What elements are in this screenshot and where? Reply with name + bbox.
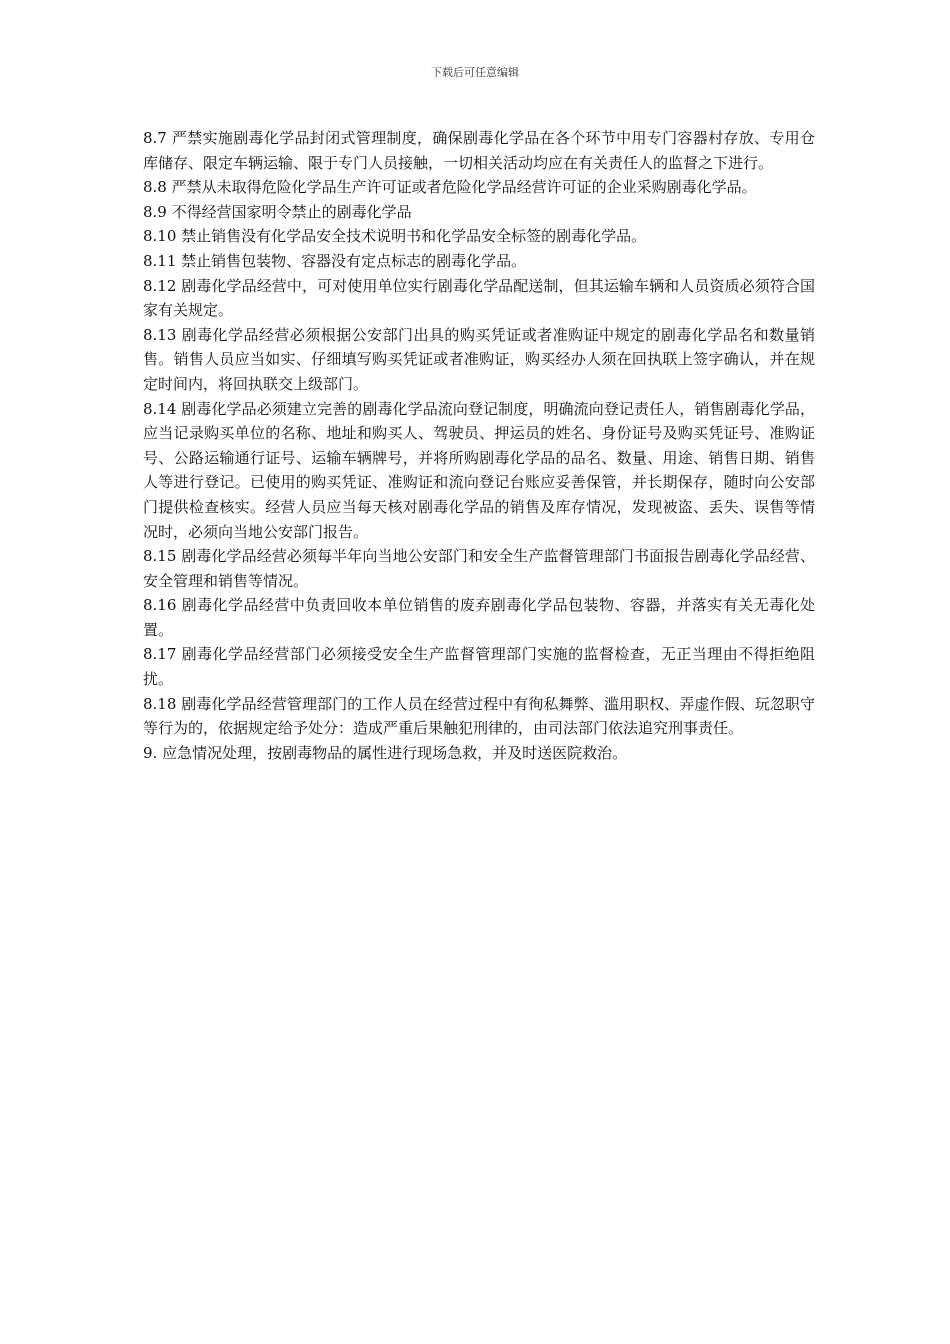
document-body — [143, 126, 815, 765]
page-header: 下载后可任意编辑 — [431, 66, 519, 79]
paragraph-8-15: 8.15 剧毒化学品经营必须每半年向当地公安部门和安全生产监督管理部门书面报告剧毒化学品经营、安全管理和销售等情况。 — [143, 547, 815, 590]
paragraph-8-14: 8.14 剧毒化学品必须建立完善的剧毒化学品流向登记制度，明确流向登记责任人，销售剧毒化学品，应当记录购买单位的名称、地址和购买人、驾驶员、押运员的姓名、身份证号及购买凭证号、准购证号、公路运输通行证号、运输车辆牌号，并将所购剧毒化学品的品名、数量、用途、销售日期、销售人等进行登记。已使用的购买凭证、准购证和流向登记台账应妥善保管，并长期保存，随时向公安部门提供检查核实。经营人员应当每天核对剧毒化学品的销售及库存情况，发现被盗、丢失、误售等情况时，必须向当地公安部门报告。 — [143, 399, 815, 541]
paragraph-8-10: 8.10 禁止销售没有化学品安全技术说明书和化学品安全标签的剧毒化学品。 — [143, 227, 647, 246]
paragraph-9: 9. 应急情况处理，按剧毒物品的属性进行现场急救，并及时送医院救治。 — [143, 743, 628, 762]
paragraph-8-17: 8.17 剧毒化学品经营部门必须接受安全生产监督管理部门实施的监督检查，无正当理由不得拒绝阻扰。 — [143, 645, 815, 689]
paragraph-8-18: 8.18 剧毒化学品经营管理部门的工作人员在经营过程中有徇私舞弊、滥用职权、弄虚作假、玩忽职守等行为的，依据规定给予处分：造成严重后果触犯刑律的，由司法部门依法追究刑事责任。 — [143, 694, 815, 738]
paragraph-8-16: 8.16 剧毒化学品经营中负责回收本单位销售的废弃剧毒化学品包装物、容器，并落实有关无毒化处置。 — [143, 596, 815, 639]
paragraph-8-7: 8.7 严禁实施剧毒化学品封闭式管理制度，确保剧毒化学品在各个环节中用专门容器村存放、专用仓库储存、限定车辆运输、限于专门人员接触，一切相关活动均应在有关责任人的监督之下进行。 — [143, 129, 815, 172]
paragraph-8-11: 8.11 禁止销售包装物、容器没有定点标志的剧毒化学品。 — [143, 251, 527, 270]
paragraph-8-13: 8.13 剧毒化学品经营必须根据公安部门出具的购买凭证或者准购证中规定的剧毒化学品名和数量销售。销售人员应当如实、仔细填写购买凭证或者准购证，购买经办人须在回执联上签字确认，并在规定时间内，将回执联交上级部门。 — [143, 325, 815, 393]
paragraph-8-9: 8.9 不得经营国家明令禁止的剧毒化学品 — [143, 202, 412, 221]
paragraph-8-8: 8.8 严禁从未取得危险化学品生产许可证或者危险化学品经营许可证的企业采购剧毒化学品。 — [143, 178, 757, 197]
paragraph-8-12: 8.12 剧毒化学品经营中，可对使用单位实行剧毒化学品配送制，但其运输车辆和人员资质必须符合国家有关规定。 — [143, 276, 815, 320]
